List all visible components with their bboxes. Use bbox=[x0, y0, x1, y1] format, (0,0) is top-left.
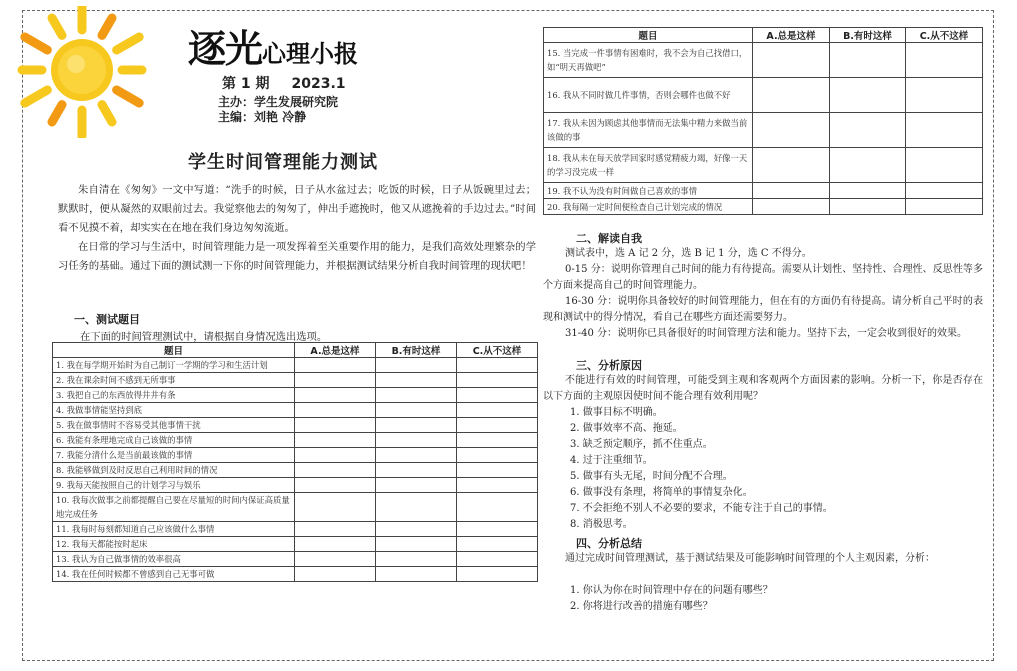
sun-ray bbox=[102, 105, 112, 122]
answer-cell-c[interactable] bbox=[906, 183, 983, 199]
question-cell: 16. 我从不同时做几件事情，否则会哪件也做不好 bbox=[544, 78, 753, 113]
answer-cell-b[interactable] bbox=[830, 199, 906, 215]
editor-line: 主编：刘艳 冷静 bbox=[218, 110, 307, 124]
answer-cell-a[interactable] bbox=[753, 78, 830, 113]
question-cell: 15. 当完成一件事情有困难时，我不会为自己找借口，如“明天再做吧” bbox=[544, 43, 753, 78]
quiz-table-left bbox=[52, 342, 538, 582]
answer-cell-a[interactable] bbox=[295, 493, 376, 522]
question-cell: 3. 我把自己的东西放得井井有条 bbox=[53, 388, 295, 403]
question-cell: 1. 我在每学期开始时为自己制订一学期的学习和生活计划 bbox=[53, 358, 295, 373]
answer-cell-a[interactable] bbox=[295, 403, 376, 418]
question-cell: 10. 我每次做事之前都提醒自己要在尽量短的时间内保证高质量地完成任务 bbox=[53, 493, 295, 522]
answer-cell-c[interactable] bbox=[457, 388, 538, 403]
intro-paragraph-2: 在日常的学习与生活中，时间管理能力是一项发挥着至关重要作用的能力，是我们高效处理繁杂的学习任务的基础。通过下面的测试测一下你的时间管理能力，并根据测试结果分析自我时间管理的现状吧！ bbox=[58, 241, 536, 272]
answer-cell-a[interactable] bbox=[753, 43, 830, 78]
summary-questions bbox=[570, 583, 773, 615]
answer-cell-c[interactable] bbox=[906, 199, 983, 215]
question-cell: 12. 我每天都能按时起床 bbox=[53, 537, 295, 552]
table-row bbox=[544, 43, 983, 78]
table-row bbox=[544, 148, 983, 183]
answer-cell-c[interactable] bbox=[906, 113, 983, 148]
test-instruction: 在下面的时间管理测试中，请根据自身情况选出选项。 bbox=[80, 331, 328, 343]
answer-cell-b[interactable] bbox=[376, 537, 457, 552]
col-header-b: B.有时这样 bbox=[830, 28, 906, 43]
quiz-table-right bbox=[543, 27, 983, 215]
answer-cell-c[interactable] bbox=[457, 552, 538, 567]
question-cell: 17. 我从未因为顾虑其他事情而无法集中精力来做当前该做的事 bbox=[544, 113, 753, 148]
brand-subtitle: 心理小报 bbox=[262, 40, 359, 68]
answer-cell-c[interactable] bbox=[457, 522, 538, 537]
section-heading-self: 二、解读自我 bbox=[576, 232, 642, 245]
list-item: 7. 不会拒绝不别人不必要的要求，不能专注于自己的事情。 bbox=[570, 503, 833, 514]
list-item: 6. 做事没有条理，将简单的事情复杂化。 bbox=[570, 487, 753, 498]
answer-cell-a[interactable] bbox=[295, 388, 376, 403]
answer-cell-b[interactable] bbox=[376, 448, 457, 463]
answer-cell-c[interactable] bbox=[457, 358, 538, 373]
answer-cell-a[interactable] bbox=[295, 433, 376, 448]
sun-ray bbox=[25, 37, 48, 50]
list-item: 5. 做事有头无尾，时间分配不合理。 bbox=[570, 471, 733, 482]
sponsor-line: 主办：学生发展研究院 bbox=[218, 95, 339, 109]
answer-cell-a[interactable] bbox=[295, 478, 376, 493]
col-header-question: 题目 bbox=[544, 28, 753, 43]
question-cell: 8. 我能够做到及时反思自己利用时间的情况 bbox=[53, 463, 295, 478]
answer-cell-b[interactable] bbox=[376, 388, 457, 403]
answer-cell-b[interactable] bbox=[830, 78, 906, 113]
answer-cell-b[interactable] bbox=[376, 493, 457, 522]
question-cell: 13. 我认为自己做事情的效率很高 bbox=[53, 552, 295, 567]
brand-name: 逐光 bbox=[188, 27, 263, 71]
table-row bbox=[53, 388, 538, 403]
answer-cell-a[interactable] bbox=[753, 199, 830, 215]
answer-cell-c[interactable] bbox=[457, 403, 538, 418]
answer-cell-b[interactable] bbox=[376, 552, 457, 567]
summary-intro bbox=[543, 551, 983, 567]
answer-cell-a[interactable] bbox=[295, 418, 376, 433]
answer-cell-c[interactable] bbox=[457, 537, 538, 552]
answer-cell-a[interactable] bbox=[295, 448, 376, 463]
answer-cell-b[interactable] bbox=[376, 522, 457, 537]
answer-cell-c[interactable] bbox=[457, 373, 538, 388]
answer-cell-a[interactable] bbox=[295, 358, 376, 373]
table-row bbox=[544, 113, 983, 148]
table-row bbox=[53, 358, 538, 373]
answer-cell-c[interactable] bbox=[906, 148, 983, 183]
self-interpretation bbox=[543, 246, 983, 342]
answer-cell-b[interactable] bbox=[830, 113, 906, 148]
table-row bbox=[53, 433, 538, 448]
answer-cell-c[interactable] bbox=[457, 463, 538, 478]
answer-cell-b[interactable] bbox=[376, 463, 457, 478]
sun-ray bbox=[102, 18, 112, 35]
article-title: 学生时间管理能力测试 bbox=[188, 152, 378, 173]
question-cell: 11. 我每时每刻都知道自己应该做什么事情 bbox=[53, 522, 295, 537]
table-row bbox=[53, 403, 538, 418]
list-item: 2. 你将进行改善的措施有哪些？ bbox=[570, 601, 713, 612]
summary-intro-text: 通过完成时间管理测试，基于测试结果及可能影响时间管理的个人主观因素，分析： bbox=[565, 553, 935, 564]
issue-number: 第 1 期 bbox=[222, 76, 270, 92]
answer-cell-b[interactable] bbox=[830, 43, 906, 78]
issue-year: 2023.1 bbox=[291, 76, 346, 92]
score-range-low: 0-15 分：说明你管理自己时间的能力有待提高。需要从计划性、坚持性、合理性、反思性等多个方面来提高自己的时间管理能力。 bbox=[543, 264, 983, 291]
answer-cell-a[interactable] bbox=[753, 183, 830, 199]
table-row bbox=[544, 199, 983, 215]
table-row bbox=[544, 183, 983, 199]
scoring-rule: 测试表中，选 A 记 2 分，选 B 记 1 分，选 C 不得分。 bbox=[565, 248, 812, 259]
question-cell: 2. 我在课余时间不感到无所事事 bbox=[53, 373, 295, 388]
col-header-a: A.总是这样 bbox=[295, 343, 376, 358]
answer-cell-b[interactable] bbox=[376, 567, 457, 582]
sun-ray bbox=[117, 37, 140, 50]
list-item: 1. 做事目标不明确。 bbox=[570, 407, 663, 418]
list-item: 4. 过于注重细节。 bbox=[570, 455, 653, 466]
answer-cell-c[interactable] bbox=[457, 478, 538, 493]
answer-cell-c[interactable] bbox=[457, 418, 538, 433]
table-row bbox=[53, 522, 538, 537]
answer-cell-a[interactable] bbox=[295, 522, 376, 537]
intro-paragraph-1: 朱自清在《匆匆》一文中写道：“洗手的时候，日子从水盆过去；吃饭的时候，日子从饭碗里过去；默默时，便从凝然的双眼前过去。我觉察他去的匆匆了，伸出手遮挽时，他又从遮挽着的手边过去。”时间看不见摸不着，却实实在在地在我们身边匆匆流逝。 bbox=[58, 184, 536, 234]
sun-ray bbox=[117, 90, 140, 103]
col-header-b: B.有时这样 bbox=[376, 343, 457, 358]
causes-intro bbox=[543, 373, 983, 405]
question-cell: 9. 我每天能按照自己的计划学习与娱乐 bbox=[53, 478, 295, 493]
question-cell: 6. 我能有条理地完成自己该做的事情 bbox=[53, 433, 295, 448]
question-cell: 20. 我每隔一定时间便检查自己计划完成的情况 bbox=[544, 199, 753, 215]
table-row bbox=[53, 463, 538, 478]
answer-cell-c[interactable] bbox=[457, 433, 538, 448]
list-item: 3. 缺乏预定顺序，抓不住重点。 bbox=[570, 439, 713, 450]
answer-cell-a[interactable] bbox=[753, 148, 830, 183]
answer-cell-b[interactable] bbox=[376, 478, 457, 493]
answer-cell-a[interactable] bbox=[295, 537, 376, 552]
score-range-high: 31-40 分：说明你已具备很好的时间管理方法和能力。坚持下去，一定会收到很好的效果。 bbox=[565, 328, 968, 339]
score-range-mid: 16-30 分：说明你具备较好的时间管理能力，但在有的方面仍有待提高。请分析自己平时的表现和测试中的得分情况，看自己在哪些方面还需要努力。 bbox=[543, 296, 983, 323]
answer-cell-b[interactable] bbox=[376, 358, 457, 373]
answer-cell-a[interactable] bbox=[295, 373, 376, 388]
section-heading-test: 一、测试题目 bbox=[74, 313, 140, 326]
section-heading-causes: 三、分析原因 bbox=[576, 359, 642, 372]
table-row bbox=[53, 373, 538, 388]
answer-cell-c[interactable] bbox=[457, 493, 538, 522]
causes-list bbox=[570, 405, 833, 533]
answer-cell-b[interactable] bbox=[830, 183, 906, 199]
answer-cell-c[interactable] bbox=[457, 448, 538, 463]
answer-cell-c[interactable] bbox=[906, 43, 983, 78]
col-header-c: C.从不这样 bbox=[906, 28, 983, 43]
sun-ray bbox=[52, 18, 62, 35]
answer-cell-b[interactable] bbox=[376, 433, 457, 448]
table-row bbox=[544, 78, 983, 113]
col-header-c: C.从不这样 bbox=[457, 343, 538, 358]
table-row bbox=[53, 552, 538, 567]
table-row bbox=[53, 537, 538, 552]
answer-cell-b[interactable] bbox=[830, 148, 906, 183]
issue-info bbox=[222, 73, 346, 93]
answer-cell-a[interactable] bbox=[295, 463, 376, 478]
list-item: 1. 你认为你在时间管理中存在的问题有哪些？ bbox=[570, 585, 773, 596]
table-row bbox=[53, 493, 538, 522]
answer-cell-a[interactable] bbox=[753, 113, 830, 148]
masthead-title bbox=[188, 18, 358, 73]
causes-intro-text: 不能进行有效的时间管理，可能受到主观和客观两个方面因素的影响。分析一下，你是否存在以下方面的主观原因使时间不能合理有效利用呢？ bbox=[543, 375, 983, 402]
question-cell: 4. 我做事情能坚持到底 bbox=[53, 403, 295, 418]
sun-ray bbox=[25, 90, 48, 103]
answer-cell-a[interactable] bbox=[295, 567, 376, 582]
question-cell: 19. 我不认为没有时间做自己喜欢的事情 bbox=[544, 183, 753, 199]
answer-cell-b[interactable] bbox=[376, 418, 457, 433]
answer-cell-c[interactable] bbox=[906, 78, 983, 113]
table-row bbox=[53, 478, 538, 493]
question-cell: 7. 我能分清什么是当前最该做的事情 bbox=[53, 448, 295, 463]
question-cell: 18. 我从未在每天放学回家时感觉精疲力竭，好像一天的学习没完成一样 bbox=[544, 148, 753, 183]
sun-logo-icon bbox=[12, 6, 162, 138]
col-header-a: A.总是这样 bbox=[753, 28, 830, 43]
answer-cell-a[interactable] bbox=[295, 552, 376, 567]
table-row bbox=[53, 418, 538, 433]
list-item: 2. 做事效率不高、拖延。 bbox=[570, 423, 683, 434]
col-header-question: 题目 bbox=[53, 343, 295, 358]
table-row bbox=[53, 567, 538, 582]
list-item: 8. 消极思考。 bbox=[570, 519, 633, 530]
table-row bbox=[53, 448, 538, 463]
answer-cell-b[interactable] bbox=[376, 403, 457, 418]
question-cell: 14. 我在任何时候都不曾感到自己无事可做 bbox=[53, 567, 295, 582]
answer-cell-b[interactable] bbox=[376, 373, 457, 388]
section-heading-summary: 四、分析总结 bbox=[576, 537, 642, 550]
sun-ray bbox=[52, 105, 62, 122]
question-cell: 5. 我在做事情时不容易受其他事情干扰 bbox=[53, 418, 295, 433]
answer-cell-c[interactable] bbox=[457, 567, 538, 582]
